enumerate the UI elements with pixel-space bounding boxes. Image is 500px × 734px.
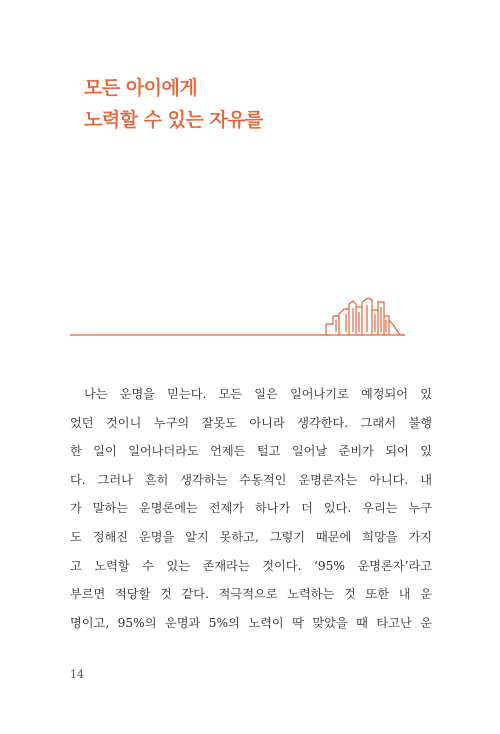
body-line: 명이고, 95%의 운명과 5%의 노력이 딱 맞았을 때 타고난 운 (70, 615, 432, 630)
city-skyline-icon (326, 298, 405, 335)
body-line: 고 노력할 수 있는 존재라는 것이다. ‘95% 운명론자’라고 (70, 558, 432, 573)
body-line: 다. 그러나 흔히 생각하는 수동적인 운명론자는 아니다. 내 (70, 472, 432, 487)
body-line: 었던 것이니 누구의 잘못도 아니라 생각한다. 그래서 불행 (70, 415, 432, 430)
body-line: 부르면 적당할 것 같다. 적극적으로 노력하는 것 또한 내 운 (70, 587, 432, 602)
chapter-title-line-1: 모든 아이에게 (84, 77, 198, 99)
chapter-title-line-2: 노력할 수 있는 자유를 (84, 109, 264, 131)
chapter-title (84, 72, 424, 136)
body-line: 한 일이 일어나더라도 언제든 털고 일어날 준비가 되어 있 (70, 444, 432, 459)
page-number: 14 (70, 668, 84, 681)
body-line: 나는 운명을 믿는다. 모든 일은 일어나기로 예정되어 있 (84, 387, 432, 401)
skyline-divider-illustration (0, 290, 500, 340)
body-paragraph (70, 380, 432, 637)
body-line: 도 정해진 운명을 알지 못하고, 그렇기 때문에 희망을 가지 (70, 529, 432, 544)
body-line: 가 말하는 운명론에는 전제가 하나가 더 있다. 우리는 누구 (70, 501, 432, 516)
